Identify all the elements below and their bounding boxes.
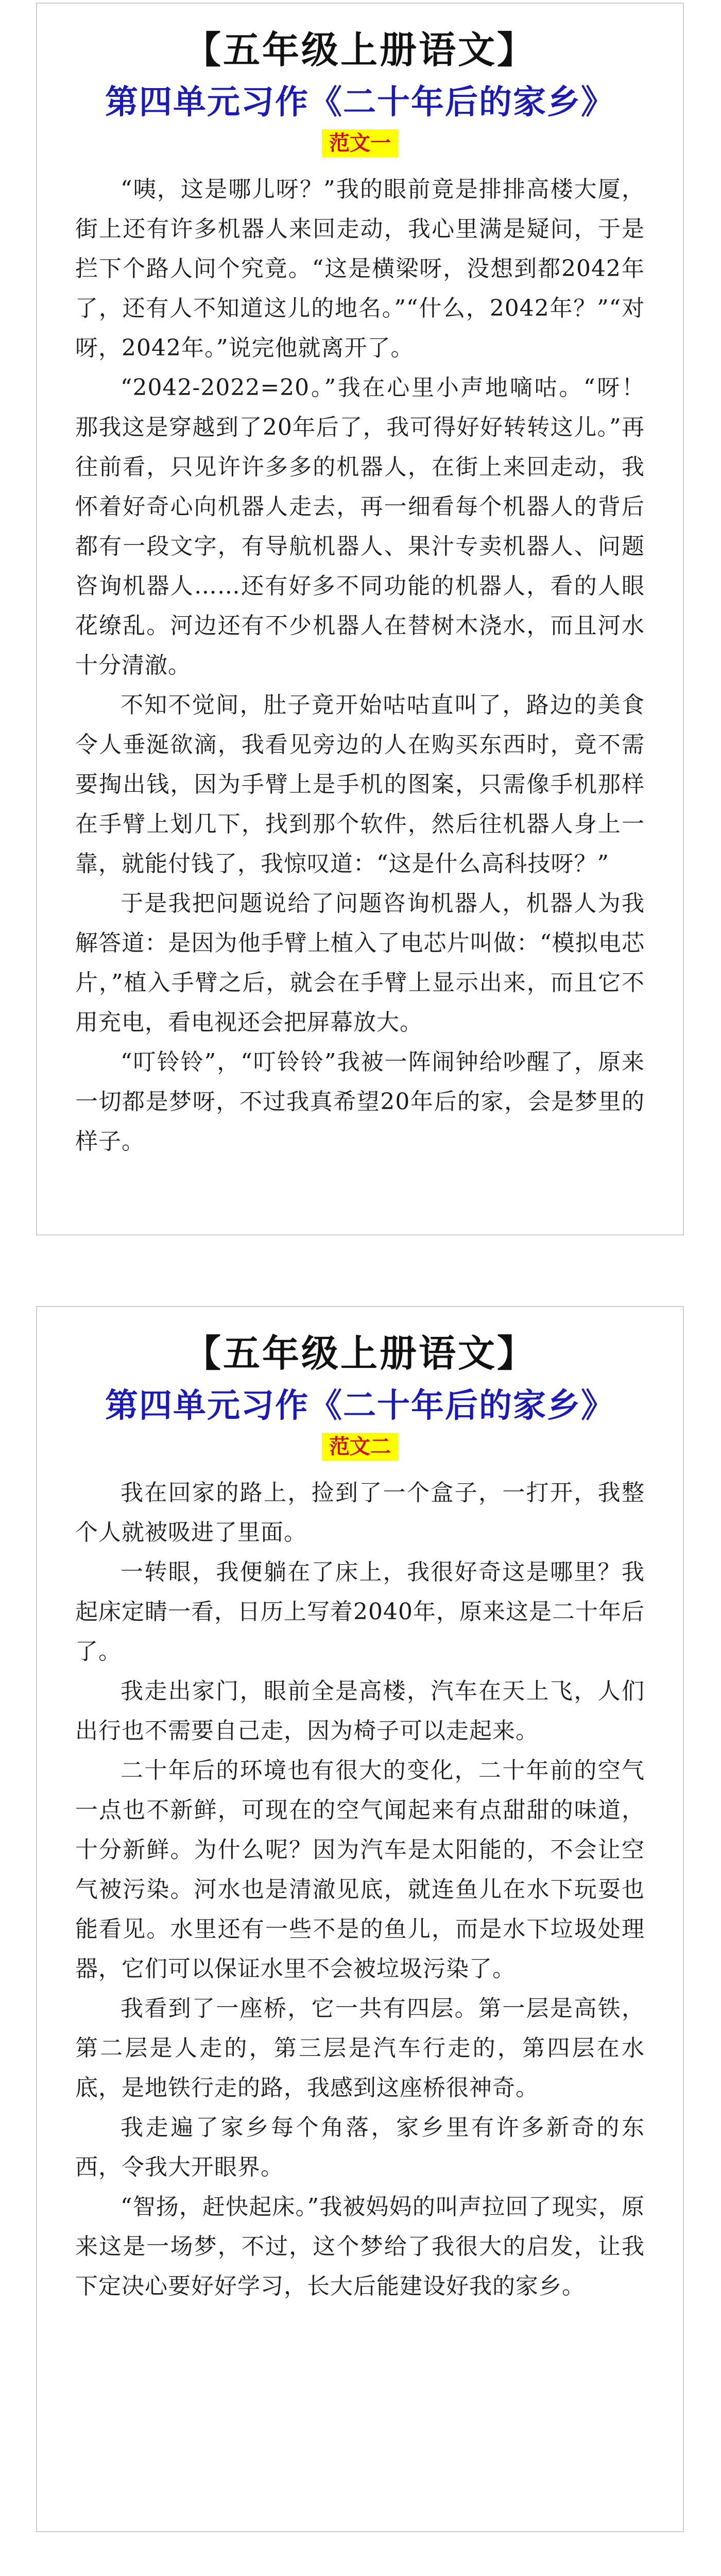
paragraph: 于是我把问题说给了问题咨询机器人，机器人为我解答道：是因为他手臂上植入了电芯片叫做：“模拟电芯片，”植入手臂之后，就会在手臂上显示出来，而且它不用充电，看电视还会把屏幕放大。 bbox=[75, 890, 645, 1036]
paragraph: “智扬，赶快起床。”我被妈妈的叫声拉回了现实，原来这是一场梦，不过，这个梦给了我很大的启发，让我下定决心要好好学习，长大后能建设好我的家乡。 bbox=[75, 2194, 645, 2299]
tag-wrap bbox=[37, 1433, 683, 1461]
sample-essay-tag: 范文二 bbox=[322, 1433, 398, 1461]
paragraph: “叮铃铃”，“叮铃铃”我被一阵闹钟给吵醒了，原来一切都是梦呀，不过我真希望20年后的家，会是梦里的样子。 bbox=[75, 1049, 645, 1155]
essay-subtitle: 第四单元习作《二十年后的家乡》 bbox=[105, 1386, 615, 1425]
paragraph: “2042-2022=20。”我在心里小声地嘀咕。“呀！那我这是穿越到了20年后了，我可得好好转转这儿。”再往前看，只见许许多多的机器人，在街上来回走动，我怀着好奇心向机器人走去，再一细看每个机器人的背后都有一段文字，有导航机器人、果汁专卖机器人、问题咨询机器人……还有好多不同功能的机器人，看的人眼花缭乱。河边还有不少机器人在替树木浇水，而且河水十分清澈。 bbox=[75, 375, 645, 679]
paragraph: 我走出家门，眼前全是高楼，汽车在天上飞，人们出行也不需要自己走，因为椅子可以走起来。 bbox=[75, 1678, 645, 1744]
essay-body bbox=[37, 1461, 683, 2306]
paragraph: 我走遍了家乡每个角落，家乡里有许多新奇的东西，令我大开眼界。 bbox=[75, 2114, 645, 2180]
paragraph: 我在回家的路上，捡到了一个盒子，一打开，我整个人就被吸进了里面。 bbox=[75, 1480, 645, 1546]
sample-essay-tag: 范文一 bbox=[322, 129, 398, 157]
paragraph: 不知不觉间，肚子竟开始咕咕直叫了，路边的美食令人垂涎欲滴，我看见旁边的人在购买东西时，竟不需要掏出钱，因为手臂上是手机的图案，只需像手机那样在手臂上划几下，找到那个软件，然后往机器人身上一靠，就能付钱了，我惊叹道：“这是什么高科技呀？” bbox=[75, 692, 645, 877]
card-header bbox=[37, 1307, 683, 1461]
essay-subtitle: 第四单元习作《二十年后的家乡》 bbox=[105, 83, 615, 122]
essay-card-2 bbox=[36, 1306, 684, 2532]
essay-card-1 bbox=[36, 3, 684, 1235]
paragraph: “咦，这是哪儿呀？”我的眼前竟是排排高楼大厦，街上还有许多机器人来回走动，我心里满是疑问，于是拦下个路人问个究竟。“这是横梁呀，没想到都2042年了，还有人不知道这儿的地名。”“什么，2042年？”“对呀，2042年。”说完他就离开了。 bbox=[75, 176, 645, 361]
card-header bbox=[37, 4, 683, 157]
paragraph: 一转眼，我便躺在了床上，我很好奇这是哪里？我起床定睛一看，日历上写着2040年，原来这是二十年后了。 bbox=[75, 1559, 645, 1665]
main-title: 【五年级上册语文】 bbox=[183, 1332, 536, 1375]
essay-body bbox=[37, 157, 683, 1161]
paragraph: 我看到了一座桥，它一共有四层。第一层是高铁，第二层是人走的，第三层是汽车行走的，第四层在水底，是地铁行走的路，我感到这座桥很神奇。 bbox=[75, 1995, 645, 2101]
main-title: 【五年级上册语文】 bbox=[183, 28, 536, 72]
paragraph: 二十年后的环境也有很大的变化，二十年前的空气一点也不新鲜，可现在的空气闻起来有点甜甜的味道，十分新鲜。为什么呢？因为汽车是太阳能的，不会让空气被污染。河水也是清澈见底，就连鱼儿在水下玩耍也能看见。水里还有一些不是的鱼儿，而是水下垃圾处理器，它们可以保证水里不会被垃圾污染了。 bbox=[75, 1757, 645, 1982]
tag-wrap bbox=[37, 129, 683, 157]
